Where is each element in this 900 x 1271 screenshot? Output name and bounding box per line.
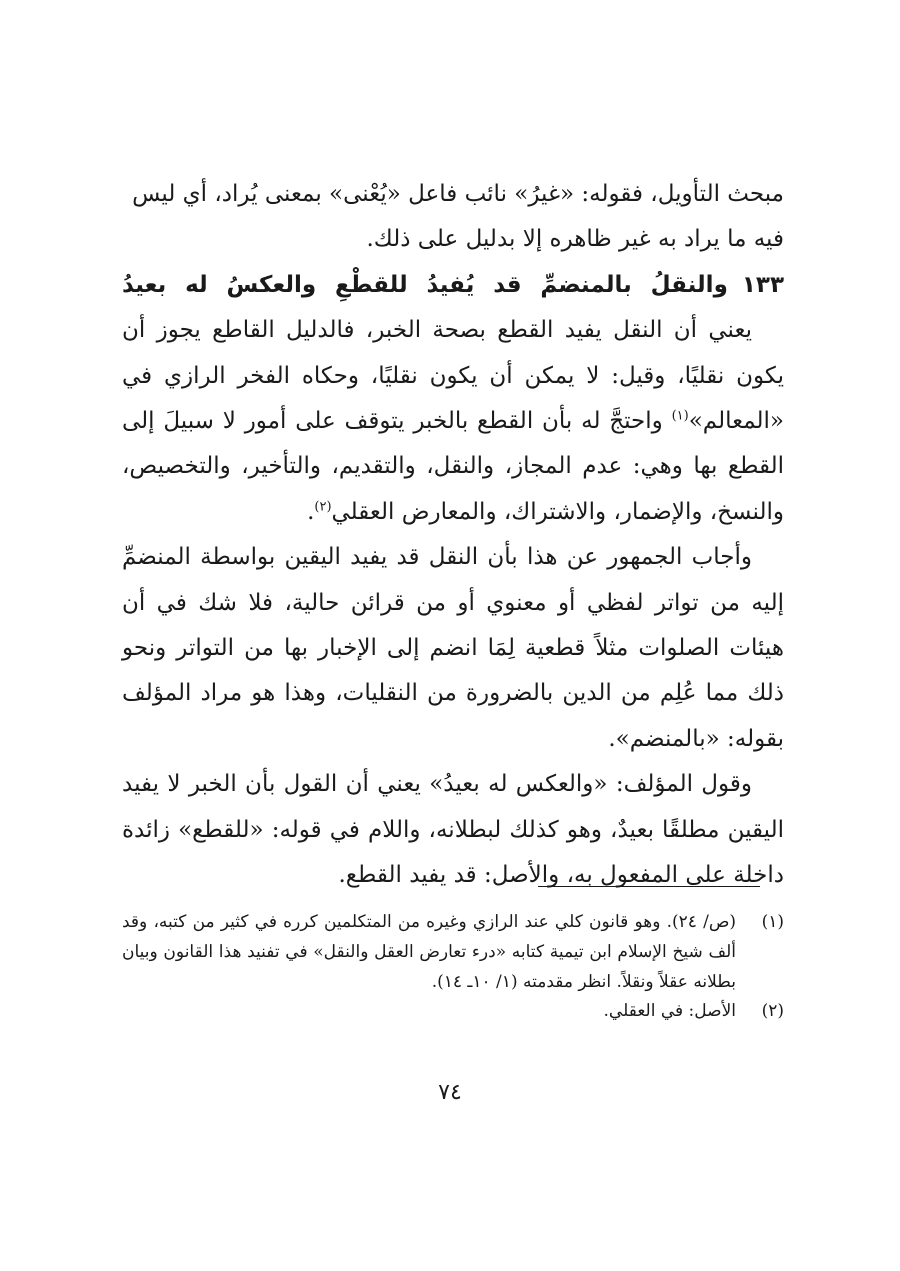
- footnote-ref-2[interactable]: (٢): [314, 499, 332, 515]
- footnote-text: (ص/ ٢٤). وهو قانون كلي عند الرازي وغيره من المتكلمين كرره في كثير من كتبه، وقد ألف شيخ الإسلام ابن تيمية كتابه «درء تعارض العقل والنقل» في تفنيد هذا القانون وبيان بطلانه عقلاً ونقلاً. انظر مقدمته (١/ ١٠ـ ١٤).: [122, 912, 736, 992]
- footnote-2: [122, 997, 784, 1027]
- paragraph-2: وأجاب الجمهور عن هذا بأن النقل قد يفيد اليقين بواسطة المنضمِّ إليه من تواتر لفظي أو معنوي أو من قرائن حالية، فلا شك في أن هيئات الصلوات مثلاً قطعية لِمَا انضم إلى الإخبار بها من التواتر ونحو ذلك مما عُلِم من الدين بالضرورة من النقليات، وهذا هو مراد المؤلف بقوله: «بالمنضم».: [122, 544, 784, 752]
- footnote-text: الأصل: في العقلي.: [603, 1001, 736, 1022]
- verse-number: ١٣٣: [741, 271, 784, 298]
- paragraph-3: وقول المؤلف: «والعكس له بعيدُ» يعني أن القول بأن الخبر لا يفيد اليقين مطلقًا بعيدٌ، وهو كذلك لبطلانه، واللام في قوله: «للقطع» زائدة داخلة على المفعول به، والأصل: قد يفيد القطع.: [122, 771, 784, 889]
- verse-line: [122, 263, 784, 308]
- footnote-number: (١): [761, 912, 784, 932]
- paragraph-1-part-c: .: [307, 498, 315, 525]
- intro-line-1: مبحث التأويل، فقوله: «غيرُ» نائب فاعل «يُعْنى» بمعنى يُراد، أي ليس: [132, 181, 784, 207]
- verse-text: والنقلُ بالمنضمِّ قد يُفيدُ للقطْعِ والعكسُ له بعيدُ: [122, 271, 728, 298]
- paragraph-1-part-a: يعني أن النقل يفيد القطع بصحة الخبر، فالدليل القاطع يجوز أن يكون نقليًا، وقيل: لا يمكن أن يكون نقليًا، وحكاه الفخر الرازي في «المعالم»: [122, 317, 784, 435]
- paragraph-1-part-b: واحتجَّ له بأن القطع بالخبر يتوقف على أمور لا سبيلَ إلى القطع بها وهي: عدم المجاز، والنقل، والتقديم، والتأخير، والتخصيص، والنسخ، والإضمار، والاشتراك، والمعارض العقلي: [122, 408, 784, 525]
- main-text: [122, 172, 784, 899]
- intro-line-2: فيه ما يراد به غير ظاهره إلا بدليل على ذلك.: [366, 226, 784, 253]
- footnote-1: [122, 908, 784, 997]
- page-number: ٧٤: [438, 1080, 462, 1105]
- footnote-number: (٢): [761, 1001, 784, 1022]
- paragraph-1: [122, 308, 784, 535]
- footnote-separator: [538, 886, 760, 887]
- footnote-ref-1[interactable]: (١): [671, 408, 689, 424]
- footnotes: [122, 908, 784, 1027]
